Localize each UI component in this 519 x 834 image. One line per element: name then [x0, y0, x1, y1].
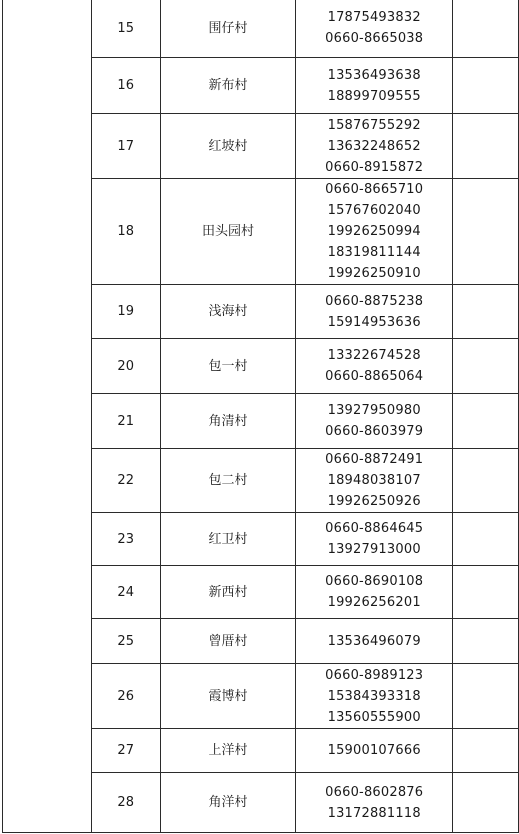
phone-number: 18948038107: [327, 473, 421, 488]
phone-number: 18319811144: [327, 245, 421, 260]
phone-number: 13322674528: [327, 348, 421, 363]
phone-numbers: [296, 729, 453, 773]
phone-numbers: [296, 619, 453, 664]
village-name: 红卫村: [160, 513, 296, 566]
phone-number: 13927913000: [327, 542, 421, 557]
phone-number: 0660-8864645: [325, 521, 424, 536]
row-number: 23: [91, 513, 160, 566]
phone-numbers: [296, 339, 453, 394]
phone-number: 15900107666: [327, 743, 421, 758]
phone-number: 15767602040: [327, 203, 421, 218]
phone-numbers: [296, 449, 453, 513]
phone-numbers: [296, 179, 453, 285]
village-name: 包二村: [160, 449, 296, 513]
phone-number: 13927950980: [327, 403, 421, 418]
phone-number: 13172881118: [327, 805, 421, 821]
empty-cell: [453, 619, 519, 664]
phone-number: 19926250926: [327, 494, 421, 509]
table-body: [3, 0, 519, 833]
phone-number: 0660-8665710: [325, 182, 424, 197]
row-number: 21: [91, 394, 160, 449]
phone-number: 0660-8875238: [325, 293, 424, 309]
blank-merged-cell: [3, 0, 92, 833]
phone-number: 0660-8872491: [325, 452, 424, 467]
row-number: 26: [91, 664, 160, 729]
village-name: 上洋村: [160, 729, 296, 773]
empty-cell: [453, 566, 519, 619]
phone-number: 13536493638: [327, 67, 421, 83]
village-name: 浅海村: [160, 285, 296, 339]
village-name: 曾厝村: [160, 619, 296, 664]
phone-numbers: [296, 0, 453, 58]
phone-number: 15914953636: [327, 314, 421, 330]
empty-cell: [453, 58, 519, 114]
row-number: 19: [91, 285, 160, 339]
phone-numbers: [296, 394, 453, 449]
row-number: 27: [91, 729, 160, 773]
phone-numbers: [296, 664, 453, 729]
phone-number: 19926250910: [327, 266, 421, 281]
table-row: [3, 0, 519, 58]
phone-number: 15384393318: [327, 688, 421, 704]
empty-cell: [453, 513, 519, 566]
empty-cell: [453, 729, 519, 773]
phone-number: 15876755292: [327, 117, 421, 133]
phone-numbers: [296, 58, 453, 114]
empty-cell: [453, 339, 519, 394]
phone-number: 13632248652: [327, 138, 421, 154]
empty-cell: [453, 664, 519, 729]
phone-number: 18899709555: [327, 88, 421, 104]
phone-number: 0660-8603979: [325, 424, 424, 439]
row-number: 22: [91, 449, 160, 513]
empty-cell: [453, 179, 519, 285]
village-name: 角洋村: [160, 773, 296, 833]
empty-cell: [453, 285, 519, 339]
village-name: 红坡村: [160, 114, 296, 179]
phone-number: 19926250994: [327, 224, 421, 239]
phone-number: 13536496079: [327, 633, 421, 649]
phone-number: 19926256201: [327, 595, 421, 610]
phone-numbers: [296, 566, 453, 619]
empty-cell: [453, 114, 519, 179]
phone-number: 0660-8989123: [325, 667, 424, 683]
row-number: 16: [91, 58, 160, 114]
row-number: 17: [91, 114, 160, 179]
phone-numbers: [296, 285, 453, 339]
row-number: 25: [91, 619, 160, 664]
village-contact-table: [2, 0, 519, 833]
row-number: 15: [91, 0, 160, 58]
phone-number: 0660-8665038: [325, 31, 424, 46]
village-name: 角清村: [160, 394, 296, 449]
empty-cell: [453, 773, 519, 833]
village-name: 田头园村: [160, 179, 296, 285]
phone-number: 17875493832: [327, 10, 421, 25]
phone-number: 0660-8690108: [325, 574, 424, 589]
village-name: 围仔村: [160, 0, 296, 58]
phone-number: 0660-8602876: [325, 784, 424, 800]
village-name: 新布村: [160, 58, 296, 114]
phone-numbers: [296, 513, 453, 566]
empty-cell: [453, 0, 519, 58]
row-number: 28: [91, 773, 160, 833]
phone-numbers: [296, 773, 453, 833]
village-name: 霞博村: [160, 664, 296, 729]
empty-cell: [453, 449, 519, 513]
village-name: 新西村: [160, 566, 296, 619]
phone-number: 0660-8915872: [325, 159, 424, 175]
row-number: 20: [91, 339, 160, 394]
row-number: 18: [91, 179, 160, 285]
village-name: 包一村: [160, 339, 296, 394]
empty-cell: [453, 394, 519, 449]
phone-number: 13560555900: [327, 709, 421, 725]
phone-numbers: [296, 114, 453, 179]
phone-number: 0660-8865064: [325, 369, 424, 384]
row-number: 24: [91, 566, 160, 619]
